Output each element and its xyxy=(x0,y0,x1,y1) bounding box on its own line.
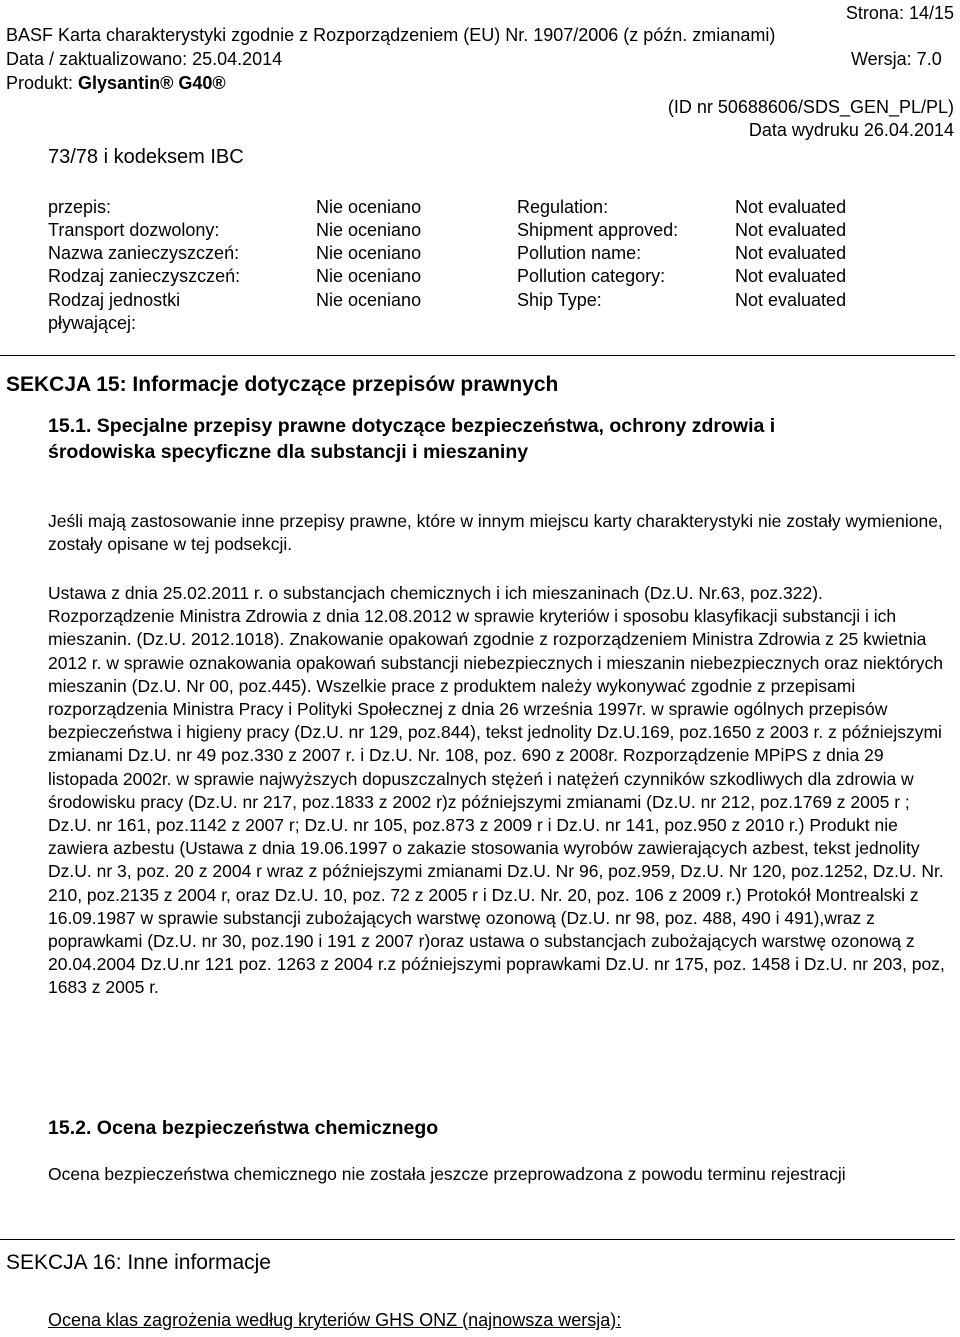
subsection-15-2-title: 15.2. Ocena bezpieczeństwa chemicznego xyxy=(48,1117,439,1139)
ghs-classification-title: Ocena klas zagrożenia według kryteriów GHS ONZ (najnowsza wersja): xyxy=(48,1310,622,1330)
reg-row-1-en-value: Not evaluated xyxy=(735,197,847,217)
annex-title: 73/78 i kodeksem IBC xyxy=(48,146,244,168)
document-title: BASF Karta charakterystyki zgodnie z Rozporządzeniem (EU) Nr. 1907/2006 (z późn. zmianami) xyxy=(6,25,776,45)
reg-row-4-pl-label: Rodzaj zanieczyszczeń: xyxy=(48,266,241,286)
reg-row-1-pl-label: przepis: xyxy=(48,197,112,217)
document-id: (ID nr 50688606/SDS_GEN_PL/PL) xyxy=(667,97,954,117)
reg-row-2-pl-value: Nie oceniano xyxy=(316,220,422,240)
product-name: Glysantin® G40® xyxy=(78,73,226,93)
subsection-15-1-title-line-1: 15.1. Specjalne przepisy prawne dotyczące bezpieczeństwa, ochrony zdrowia i xyxy=(48,415,776,437)
reg-row-3-pl-label: Nazwa zanieczyszczeń: xyxy=(48,243,240,263)
reg-row-3-pl-value: Nie oceniano xyxy=(316,243,422,263)
subsection-15-1-title-line-2: środowiska specyficzne dla substancji i mieszaniny xyxy=(48,441,529,463)
product-label: Produkt: xyxy=(6,73,79,93)
section-15-title: SEKCJA 15: Informacje dotyczące przepisów prawnych xyxy=(6,373,559,396)
subsection-15-2-text: Ocena bezpieczeństwa chemicznego nie została jeszcze przeprowadzona z powodu terminu rejestracji xyxy=(48,1164,846,1184)
reg-row-1-pl-value: Nie oceniano xyxy=(316,197,422,217)
reg-row-4-pl-value: Nie oceniano xyxy=(316,266,422,286)
reg-row-2-pl-label: Transport dozwolony: xyxy=(48,220,220,240)
reg-row-5-en-label: Ship Type: xyxy=(517,290,602,310)
reg-row-4-en-value: Not evaluated xyxy=(735,266,847,286)
section-divider xyxy=(0,1239,955,1240)
reg-row-3-en-label: Pollution name: xyxy=(517,243,642,263)
reg-row-1-en-label: Regulation: xyxy=(517,197,609,217)
revision-date: Data / zaktualizowano: 25.04.2014 xyxy=(6,49,283,69)
reg-row-2-en-label: Shipment approved: xyxy=(517,220,679,240)
version: Wersja: 7.0 xyxy=(851,49,942,69)
subsection-15-1-intro: Jeśli mają zastosowanie inne przepisy prawne, które w innym miejscu karty charakterystyki nie zostały wymienione, zostały opisane w tej podsekcji. xyxy=(48,511,943,555)
product-line xyxy=(6,72,226,94)
print-date: Data wydruku 26.04.2014 xyxy=(748,120,954,140)
reg-row-5-pl-label: Rodzaj jednostki xyxy=(48,290,181,310)
reg-row-5-en-value: Not evaluated xyxy=(735,290,847,310)
reg-row-2-en-value: Not evaluated xyxy=(735,220,847,240)
reg-row-5-pl-label-cont: pływającej: xyxy=(48,313,137,333)
section-16-title: SEKCJA 16: Inne informacje xyxy=(6,1251,271,1274)
reg-row-3-en-value: Not evaluated xyxy=(735,243,847,263)
reg-row-5-pl-value: Nie oceniano xyxy=(316,290,422,310)
page-number: Strona: 14/15 xyxy=(845,3,954,23)
subsection-15-1-body: Ustawa z dnia 25.02.2011 r. o substancjach chemicznych i ich mieszaninach (Dz.U. Nr.63, poz.322). Rozporządzenie Ministra Zdrowia z dnia 12.08.2012 w sprawie kryteriów i sposobu klasyfikacji substancji i ich mieszanin. (Dz.U. 2012.1018). Znakowanie opakowań zgodnie z rozporządzeniem Ministra Zdrowia z 25 kwietnia 2012 r. w sprawie oznakowania opakowań substancji niebezpiecznych i mieszanin niebezpiecznych oraz niektórych mieszanin (Dz.U. Nr 00, poz.445). Wszelkie prace z produktem należy wykonywać zgodnie z przepisami rozporządzenia Ministra Pracy i Polityki Społecznej z dnia 26 września 1997r. w sprawie ogólnych przepisów bezpieczeństwa i higieny pracy (Dz.U. nr 129, poz.844), tekst jednolity Dz.U.169, poz.1650 z 2003 r. z późniejszymi zmianami Dz.U. nr 49 poz.330 z 2007 r. i Dz.U. Nr. 108, poz. 690 z 2008r. Rozporządzenie MPiPS z dnia 29 listopada 2002r. w sprawie najwyższych dopuszczalnych stężeń i natężeń czynników szkodliwych dla zdrowia w środowisku pracy (Dz.U. nr 217, poz.1833 z 2002 r)z późniejszymi zmianami (Dz.U. nr 212, poz.1769 z 2005 r ; Dz.U. nr 161, poz.1142 z 2007 r; Dz.U. nr 105, poz.873 z 2009 r i Dz.U. nr 141, poz.950 z 2010 r.) Produkt nie zawiera azbestu (Ustawa z dnia 19.06.1997 o zakazie stosowania wyrobów zawierających azbest, tekst jednolity Dz.U. nr 3, poz. 20 z 2004 r wraz z późniejszymi zmianami Dz.U. Nr 96, poz.959, Dz.U. Nr 120, poz.1252, Dz.U. Nr. 210, poz.2135 z 2004 r, oraz Dz.U. 10, poz. 72 z 2005 r i Dz.U. Nr. 20, poz. 106 z 2009 r.) Protokół Montrealski z 16.09.1987 w sprawie substancji zubożających warstwę ozonową (Dz.U. nr 98, poz. 488, 490 i 491),wraz z poprawkami (Dz.U. nr 30, poz.190 i 191 z 2007 r)oraz ustawa o substancjach zubożających warstwę ozonową z 20.04.2004 Dz.U.nr 121 poz. 1263 z 2004 r.z późniejszymi poprawkami Dz.U. nr 175, poz. 1458 i Dz.U. nr 203, poz, 1683 z 2005 r. xyxy=(48,583,945,998)
section-divider xyxy=(0,355,955,356)
reg-row-4-en-label: Pollution category: xyxy=(517,266,666,286)
